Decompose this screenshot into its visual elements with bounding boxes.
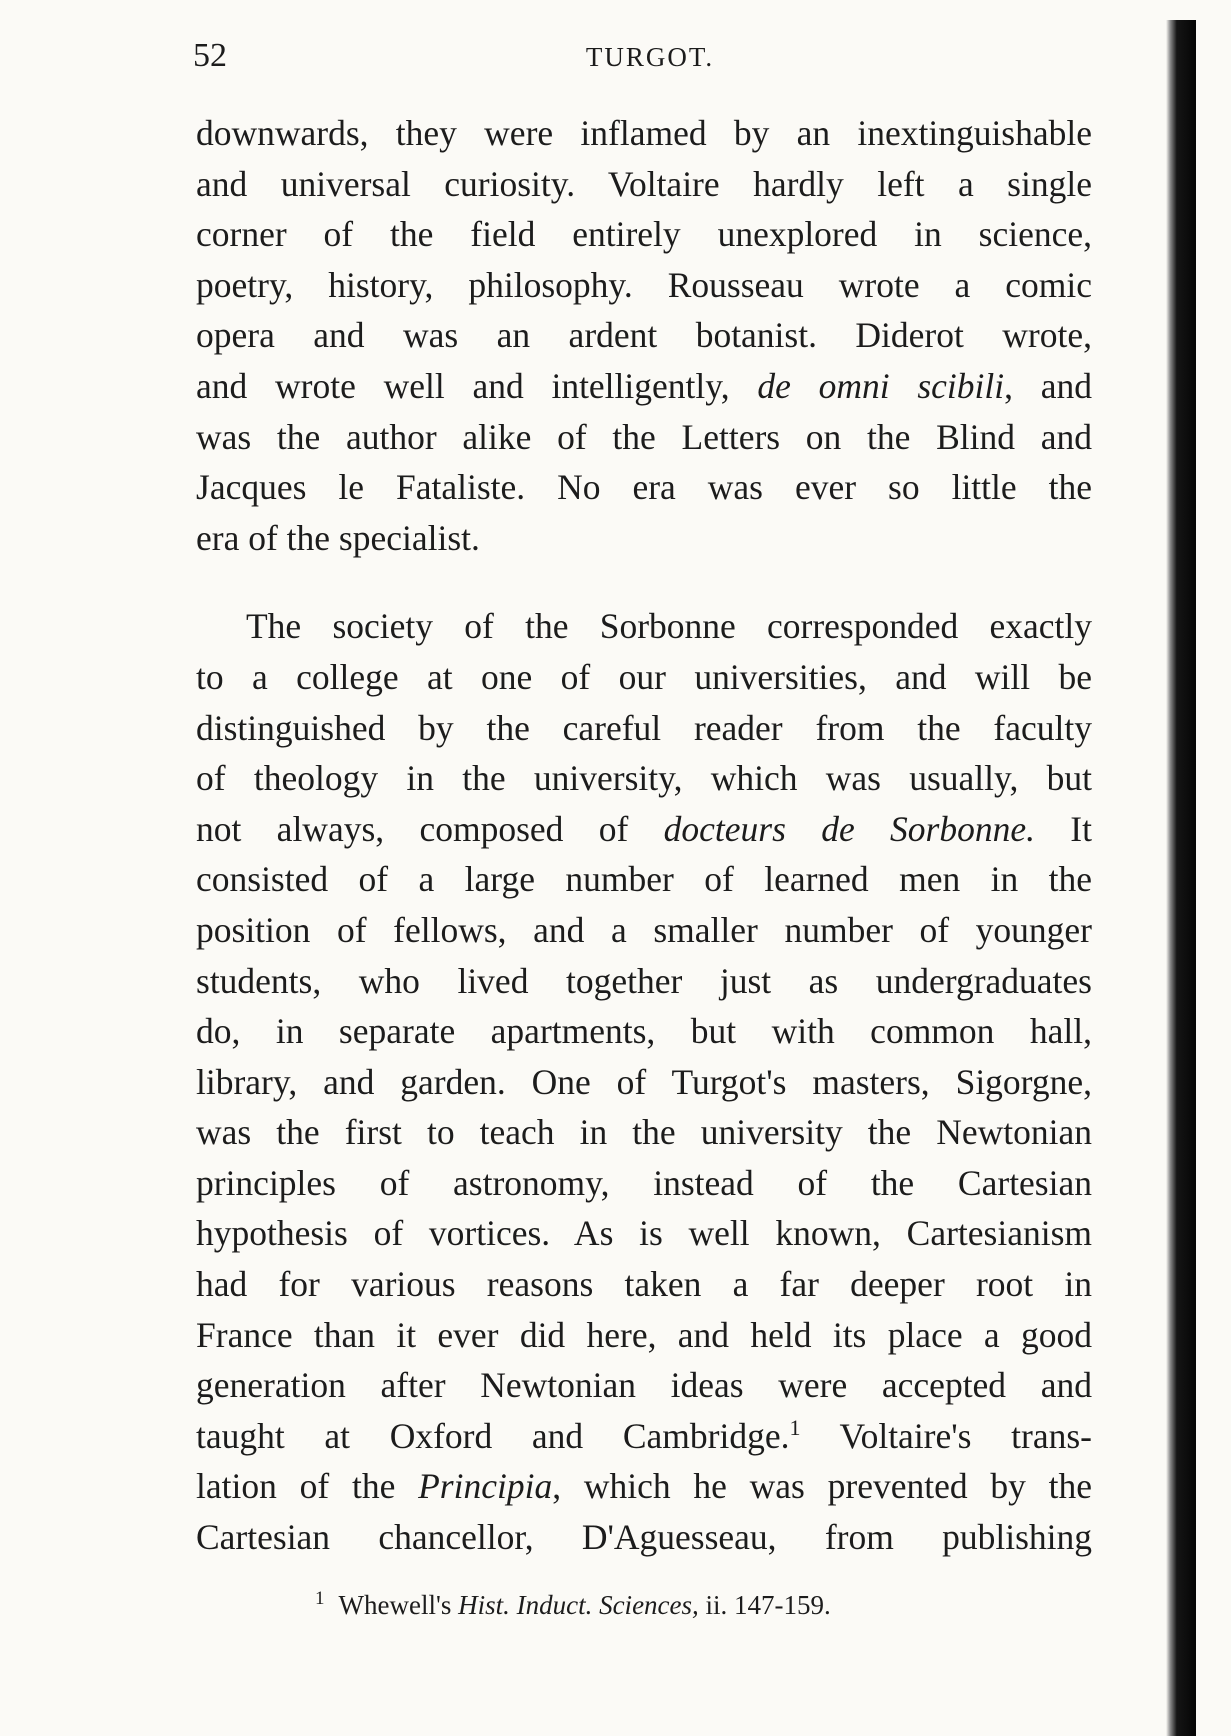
text-line: poetry, history, philosophy. Rousseau wrote a comic xyxy=(196,264,1092,305)
text-line: library, and garden. One of Turgot's masters, Sigorgne, xyxy=(196,1061,1092,1102)
text-line xyxy=(196,804,1092,855)
italic-phrase: de omni scibili xyxy=(757,365,1005,406)
page-number: 52 xyxy=(193,37,227,74)
text-line: was the author alike of the Letters on the Blind and xyxy=(196,416,1092,457)
text-line: opera and was an ardent botanist. Diderot wrote, xyxy=(196,315,1092,356)
running-head: TURGOT. xyxy=(585,42,715,72)
text-line: and universal curiosity. Voltaire hardly left a single xyxy=(196,163,1092,204)
footnote-italic: Induct. xyxy=(516,1590,593,1620)
text-line: principles of astronomy, instead of the Cartesian xyxy=(196,1162,1092,1203)
text-line: was the first to teach in the university the Newtonian xyxy=(196,1112,1092,1153)
text-run: taught at Oxford and Cambridge. xyxy=(196,1415,790,1456)
page-binding-shadow xyxy=(1166,20,1196,1736)
text-line: generation after Newtonian ideas were accepted and xyxy=(196,1365,1092,1406)
text-line: position of fellows, and a smaller number of younger xyxy=(196,909,1092,950)
footnote-text: ii. 147-159. xyxy=(698,1590,831,1620)
text-line: of theology in the university, which was usually, but xyxy=(196,758,1092,799)
text-line: downwards, they were inflamed by an inextinguishable xyxy=(196,113,1092,153)
text-run: and wrote well and intelligently, xyxy=(196,365,758,406)
footnote-mark: 1 xyxy=(315,1588,325,1609)
text-run: , which he was prevented by the xyxy=(552,1466,1093,1507)
text-line: had for various reasons taken a far deeper root in xyxy=(196,1264,1092,1305)
text-run: It xyxy=(1034,808,1092,849)
footnote xyxy=(315,1588,831,1622)
text-line: distinguished by the careful reader from the faculty xyxy=(196,707,1092,748)
text-line: Jacques le Fataliste. No era was ever so little the xyxy=(196,467,1092,508)
text-run: not always, composed of xyxy=(196,808,664,849)
text-line: hypothesis of vortices. As is well known, Cartesianism xyxy=(196,1213,1092,1254)
text-line: consisted of a large number of learned men in the xyxy=(196,859,1092,900)
text-line xyxy=(196,1461,1092,1512)
text-line: do, in separate apartments, but with common hall, xyxy=(196,1011,1092,1052)
paragraph-gap xyxy=(196,563,1092,601)
text-line: era of the specialist. xyxy=(196,517,480,558)
footnote-reference: 1 xyxy=(789,1415,801,1441)
text-line: Cartesian chancellor, D'Aguesseau, from publishing xyxy=(196,1517,1092,1558)
text-line: France than it ever did here, and held its place a good xyxy=(196,1314,1092,1355)
footnote-text: Whewell's xyxy=(338,1590,459,1620)
text-line xyxy=(196,361,1092,412)
text-run: Voltaire's trans- xyxy=(800,1415,1092,1456)
footnote-text xyxy=(510,1590,517,1620)
italic-phrase: docteurs de Sorbonne. xyxy=(663,808,1035,849)
text-run: lation of the xyxy=(196,1466,419,1507)
footnote-italic: Sciences, xyxy=(599,1590,699,1620)
text-run: , and xyxy=(1004,365,1092,406)
footnote-italic: Hist. xyxy=(458,1590,510,1620)
text-line: corner of the field entirely unexplored in science, xyxy=(196,214,1092,255)
text-line: The society of the Sorbonne corresponded exactly xyxy=(246,606,1092,647)
text-line xyxy=(196,1411,1092,1462)
italic-phrase: Principia xyxy=(418,1466,553,1507)
text-line: to a college at one of our universities, and will be xyxy=(196,656,1092,697)
text-line: students, who lived together just as undergraduates xyxy=(196,960,1092,1001)
body-text xyxy=(196,108,1092,1563)
